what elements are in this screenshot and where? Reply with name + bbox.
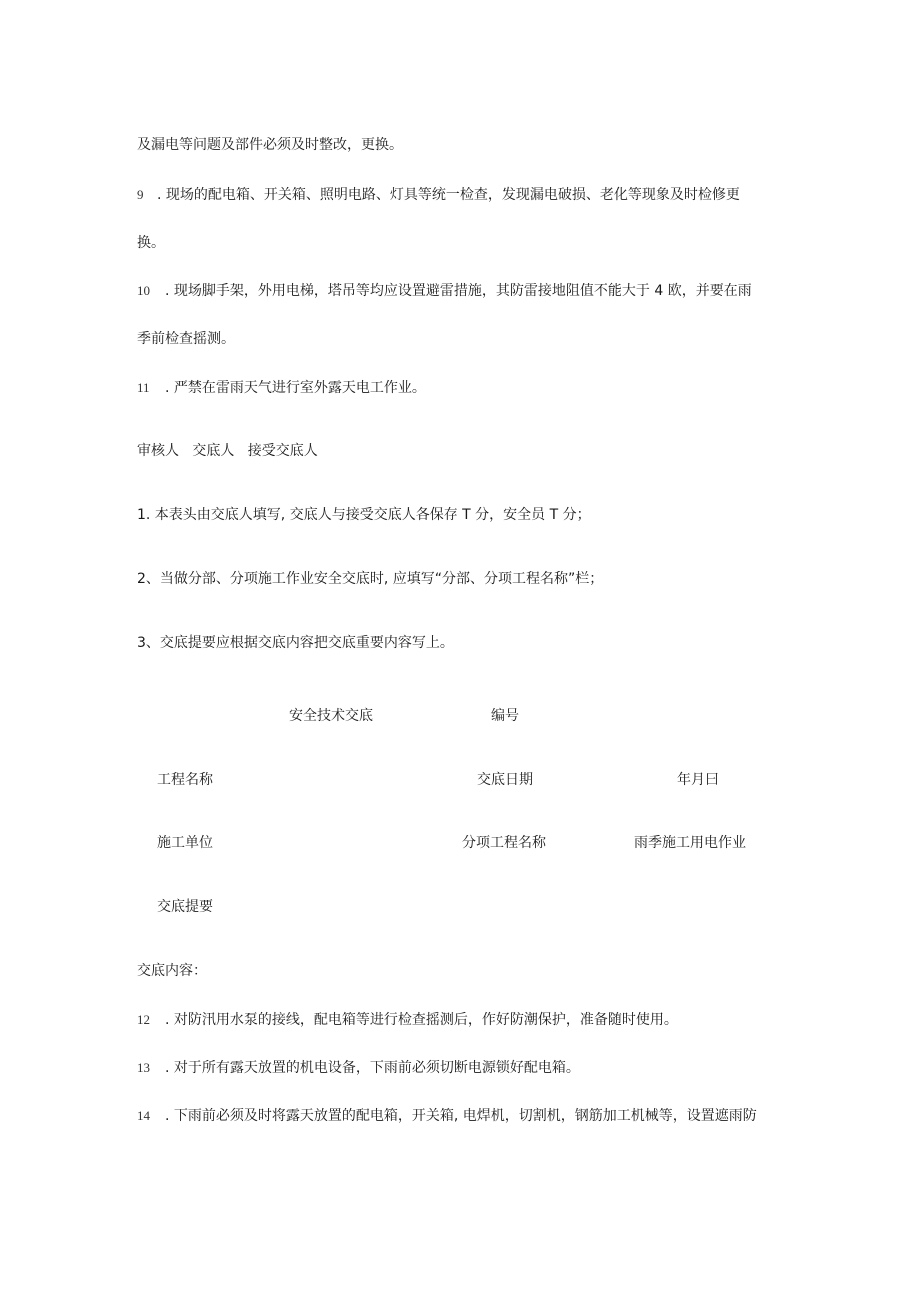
note-3: 3、交底提要应根据交底内容把交底重要内容写上。 [137, 635, 454, 651]
paragraph-text: . 现场脚手架，外用电梯，塔吊等均应设置避雷措施，其防雷接地阻值不能大于 4 欧，并要在雨 [165, 283, 752, 299]
paragraph-8-continuation: 及漏电等问题及部件必须及时整改，更换。 [137, 137, 403, 153]
project-name-label: 工程名称 [157, 772, 213, 788]
paragraph-number: 9 [137, 187, 144, 202]
date-value: 年月曰 [677, 772, 719, 788]
signature-line: 审核人 交底人 接受交底人 [137, 443, 318, 459]
paragraph-number: 10 [137, 283, 150, 298]
paragraph-number: 11 [137, 380, 150, 395]
paragraph-10 [137, 282, 752, 300]
paragraph-11 [137, 379, 426, 397]
paragraph-number: 12 [137, 1012, 150, 1027]
paragraph-text: . 对防汛用水泵的接线，配电箱等进行检查摇测后，作好防潮保护，准备随时使用。 [165, 1012, 678, 1028]
paragraph-number: 13 [137, 1060, 150, 1075]
paragraph-text: . 现场的配电箱、开关箱、照明电路、灯具等统一检查，发现漏电破损、老化等现象及时检修更 [157, 187, 740, 203]
number-label: 编号 [491, 708, 519, 724]
note-1: 1. 本表头由交底人填写, 交底人与接受交底人各保存 T 分，安全员 T 分； [137, 507, 591, 523]
paragraph-text: . 对于所有露天放置的机电设备，下雨前必须切断电源锁好配电箱。 [165, 1060, 580, 1076]
content-item-12 [137, 1011, 678, 1029]
paragraph-9 [137, 186, 740, 204]
construction-unit-label: 施工单位 [157, 835, 213, 851]
content-item-14 [137, 1107, 757, 1125]
note-2: 2、当做分部、分项施工作业安全交底时, 应填写“分部、分项工程名称”栏； [137, 571, 604, 587]
content-item-13 [137, 1059, 580, 1077]
sub-project-label: 分项工程名称 [462, 835, 546, 851]
content-label: 交底内容： [137, 963, 207, 979]
date-label: 交底日期 [477, 772, 533, 788]
form-title: 安全技术交底 [289, 708, 373, 724]
paragraph-10-continuation: 季前检查摇测。 [137, 331, 235, 347]
paragraph-text: . 严禁在雷雨天气进行室外露天电工作业。 [165, 380, 426, 396]
paragraph-number: 14 [137, 1108, 150, 1123]
paragraph-9-continuation: 换。 [137, 235, 165, 251]
summary-label: 交底提要 [157, 899, 213, 915]
paragraph-text: . 下雨前必须及时将露天放置的配电箱，开关箱, 电焊机，切割机，钢筋加工机械等，设置遮雨防 [165, 1108, 757, 1124]
sub-project-value: 雨季施工用电作业 [634, 835, 746, 851]
